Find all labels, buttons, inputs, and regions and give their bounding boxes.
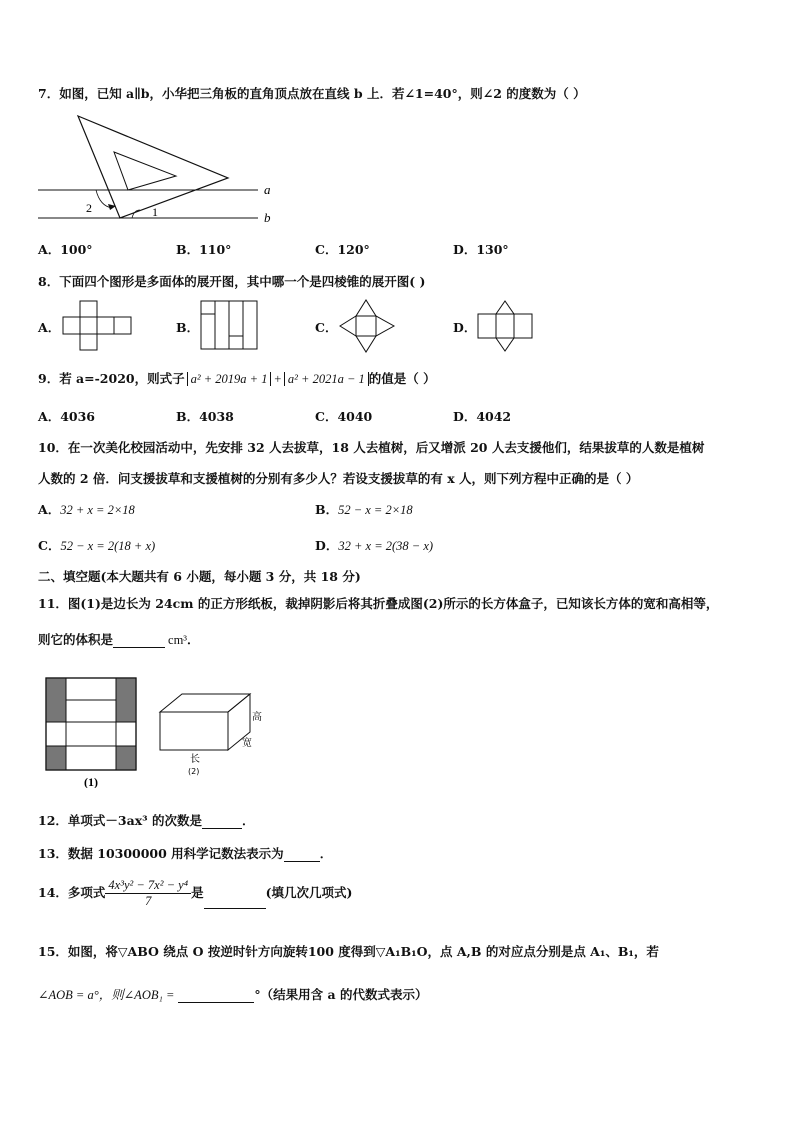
- q13-stem-post: ．: [319, 846, 333, 861]
- q14-stem-pre: 14．多项式: [38, 885, 106, 900]
- q13-answer-blank[interactable]: [284, 861, 320, 862]
- q10-line-1: 10．在一次美化校园活动中，先安排 32 人去拔草，18 人去植树，后又增派 20 人去支援他们，结果拔草的人数是植树: [38, 440, 705, 455]
- q15-line-2-post: °（结果用含 a 的代数式表示）: [254, 987, 428, 1002]
- q7-label-a: a: [264, 182, 271, 197]
- q9-option-b[interactable]: B．4038: [176, 409, 234, 424]
- q10-option-d-label: D．: [315, 538, 339, 553]
- q9-option-d[interactable]: D．4042: [453, 409, 512, 424]
- q10-option-c-math: 52 − x = 2(18 + x): [60, 539, 156, 553]
- q9-stem-post: 的值是（ ）: [368, 371, 436, 386]
- q8-option-b[interactable]: B．: [176, 320, 200, 335]
- q9-option-c[interactable]: C．4040: [315, 409, 373, 424]
- q14-answer-blank[interactable]: [204, 908, 266, 909]
- q11-line-2: [38, 630, 200, 648]
- q11-figure-1: [44, 676, 140, 788]
- q9-stem-pre: 9．若 a=-2020，则式子: [38, 371, 185, 386]
- q14-fraction: [105, 878, 191, 909]
- q7-label-2: 2: [86, 201, 92, 215]
- q10-option-b-math: 52 − x = 2×18: [338, 503, 413, 517]
- q8-net-c: [338, 298, 398, 354]
- q12-answer-blank[interactable]: [202, 828, 242, 829]
- q12-stem: [38, 811, 255, 829]
- q7-figure: [38, 110, 288, 228]
- q14-stem: [38, 878, 352, 909]
- q10-option-b[interactable]: [315, 500, 413, 518]
- q10-option-c-label: C．: [38, 538, 61, 553]
- section-2-heading: 二、填空题(本大题共有 6 小题，每小题 3 分，共 18 分): [38, 569, 361, 584]
- q11-fig1-label: (1): [84, 775, 98, 788]
- q11-line-1: 11．图(1)是边长为 24cm 的正方形纸板，裁掉阴影后将其折叠成图(2)所示的长方体盒子，已知该长方体的宽和高相等，: [38, 596, 719, 611]
- q7-stem: 7．如图，已知 a∥b，小华把三角板的直角顶点放在直线 b 上．若∠1=40°，则∠2 的度数为（ ）: [38, 86, 586, 101]
- q10-option-b-label: B．: [315, 502, 339, 517]
- q8-option-a[interactable]: A．: [38, 320, 61, 335]
- q11-line-2-pre: 则它的体积是: [38, 632, 114, 647]
- q11-line-2-post: ．: [187, 632, 200, 647]
- q11-fig2-num: (2): [188, 767, 200, 776]
- q12-stem-pre: 12．单项式－3ax³ 的次数是: [38, 813, 202, 828]
- q7-label-1: 1: [152, 205, 158, 219]
- q10-line-2: 人数的 2 倍．问支援拔草和支援植树的分别有多少人？若设支援拔草的有 x 人，则下列方程中正确的是（ ）: [38, 471, 639, 486]
- q10-option-a-math: 32 + x = 2×18: [60, 503, 135, 517]
- q14-stem-mid: 是: [191, 885, 204, 900]
- q9-abs-2: a² + 2021a − 1: [284, 372, 369, 386]
- q9-option-a[interactable]: A．4036: [38, 409, 95, 424]
- q10-option-c[interactable]: [38, 536, 155, 554]
- q11-fig2-gao: 高: [252, 712, 262, 723]
- q12-stem-post: ．: [241, 813, 255, 828]
- q14-stem-post: (填几次几项式): [265, 885, 353, 900]
- q7-option-d[interactable]: D．130°: [453, 242, 509, 257]
- q8-option-c[interactable]: C．: [315, 320, 338, 335]
- q7-label-b: b: [264, 210, 271, 225]
- q8-option-d[interactable]: D．: [453, 320, 477, 335]
- q8-net-d: [476, 300, 536, 352]
- q13-stem: [38, 844, 332, 862]
- q8-stem: 8．下面四个图形是多面体的展开图，其中哪一个是四棱锥的展开图( ): [38, 274, 426, 289]
- q10-option-d-math: 32 + x = 2(38 − x): [338, 539, 434, 553]
- q8-net-b: [200, 300, 262, 352]
- q11-figure-2: [156, 690, 274, 782]
- q7-option-c[interactable]: C．120°: [315, 242, 370, 257]
- q10-option-a-label: A．: [38, 502, 61, 517]
- q11-unit: cm³: [168, 633, 188, 647]
- q10-option-d[interactable]: [315, 536, 433, 554]
- q11-fig2-chang: 长: [190, 754, 200, 765]
- q14-denominator: 7: [145, 894, 152, 908]
- q8-net-a: [62, 300, 134, 352]
- q14-numerator: 4x³y² − 7x² − y⁴: [105, 878, 191, 894]
- q7-option-a[interactable]: A．100°: [38, 242, 93, 257]
- q11-answer-blank[interactable]: [113, 647, 165, 648]
- q11-fig2-kuan: 宽: [242, 738, 252, 749]
- q10-option-a[interactable]: [38, 500, 135, 518]
- q15-line-2-pre: ∠AOB = a°，则∠AOB₁ =: [38, 988, 175, 1002]
- q15-answer-blank[interactable]: [178, 1002, 254, 1003]
- q13-stem-pre: 13．数据 10300000 用科学记数法表示为: [38, 846, 284, 861]
- q9-abs-1: a² + 2019a + 1: [187, 372, 272, 386]
- q15-line-1: 15．如图，将▽ABO 绕点 O 按逆时针方向旋转100 度得到▽A₁B₁O，点 A,B 的对应点分别是点 A₁、B₁，若: [38, 944, 659, 959]
- q9-stem: [38, 369, 436, 387]
- q7-option-b[interactable]: B．110°: [176, 242, 232, 257]
- q15-line-2: [38, 985, 427, 1003]
- q9-plus: +: [273, 372, 282, 386]
